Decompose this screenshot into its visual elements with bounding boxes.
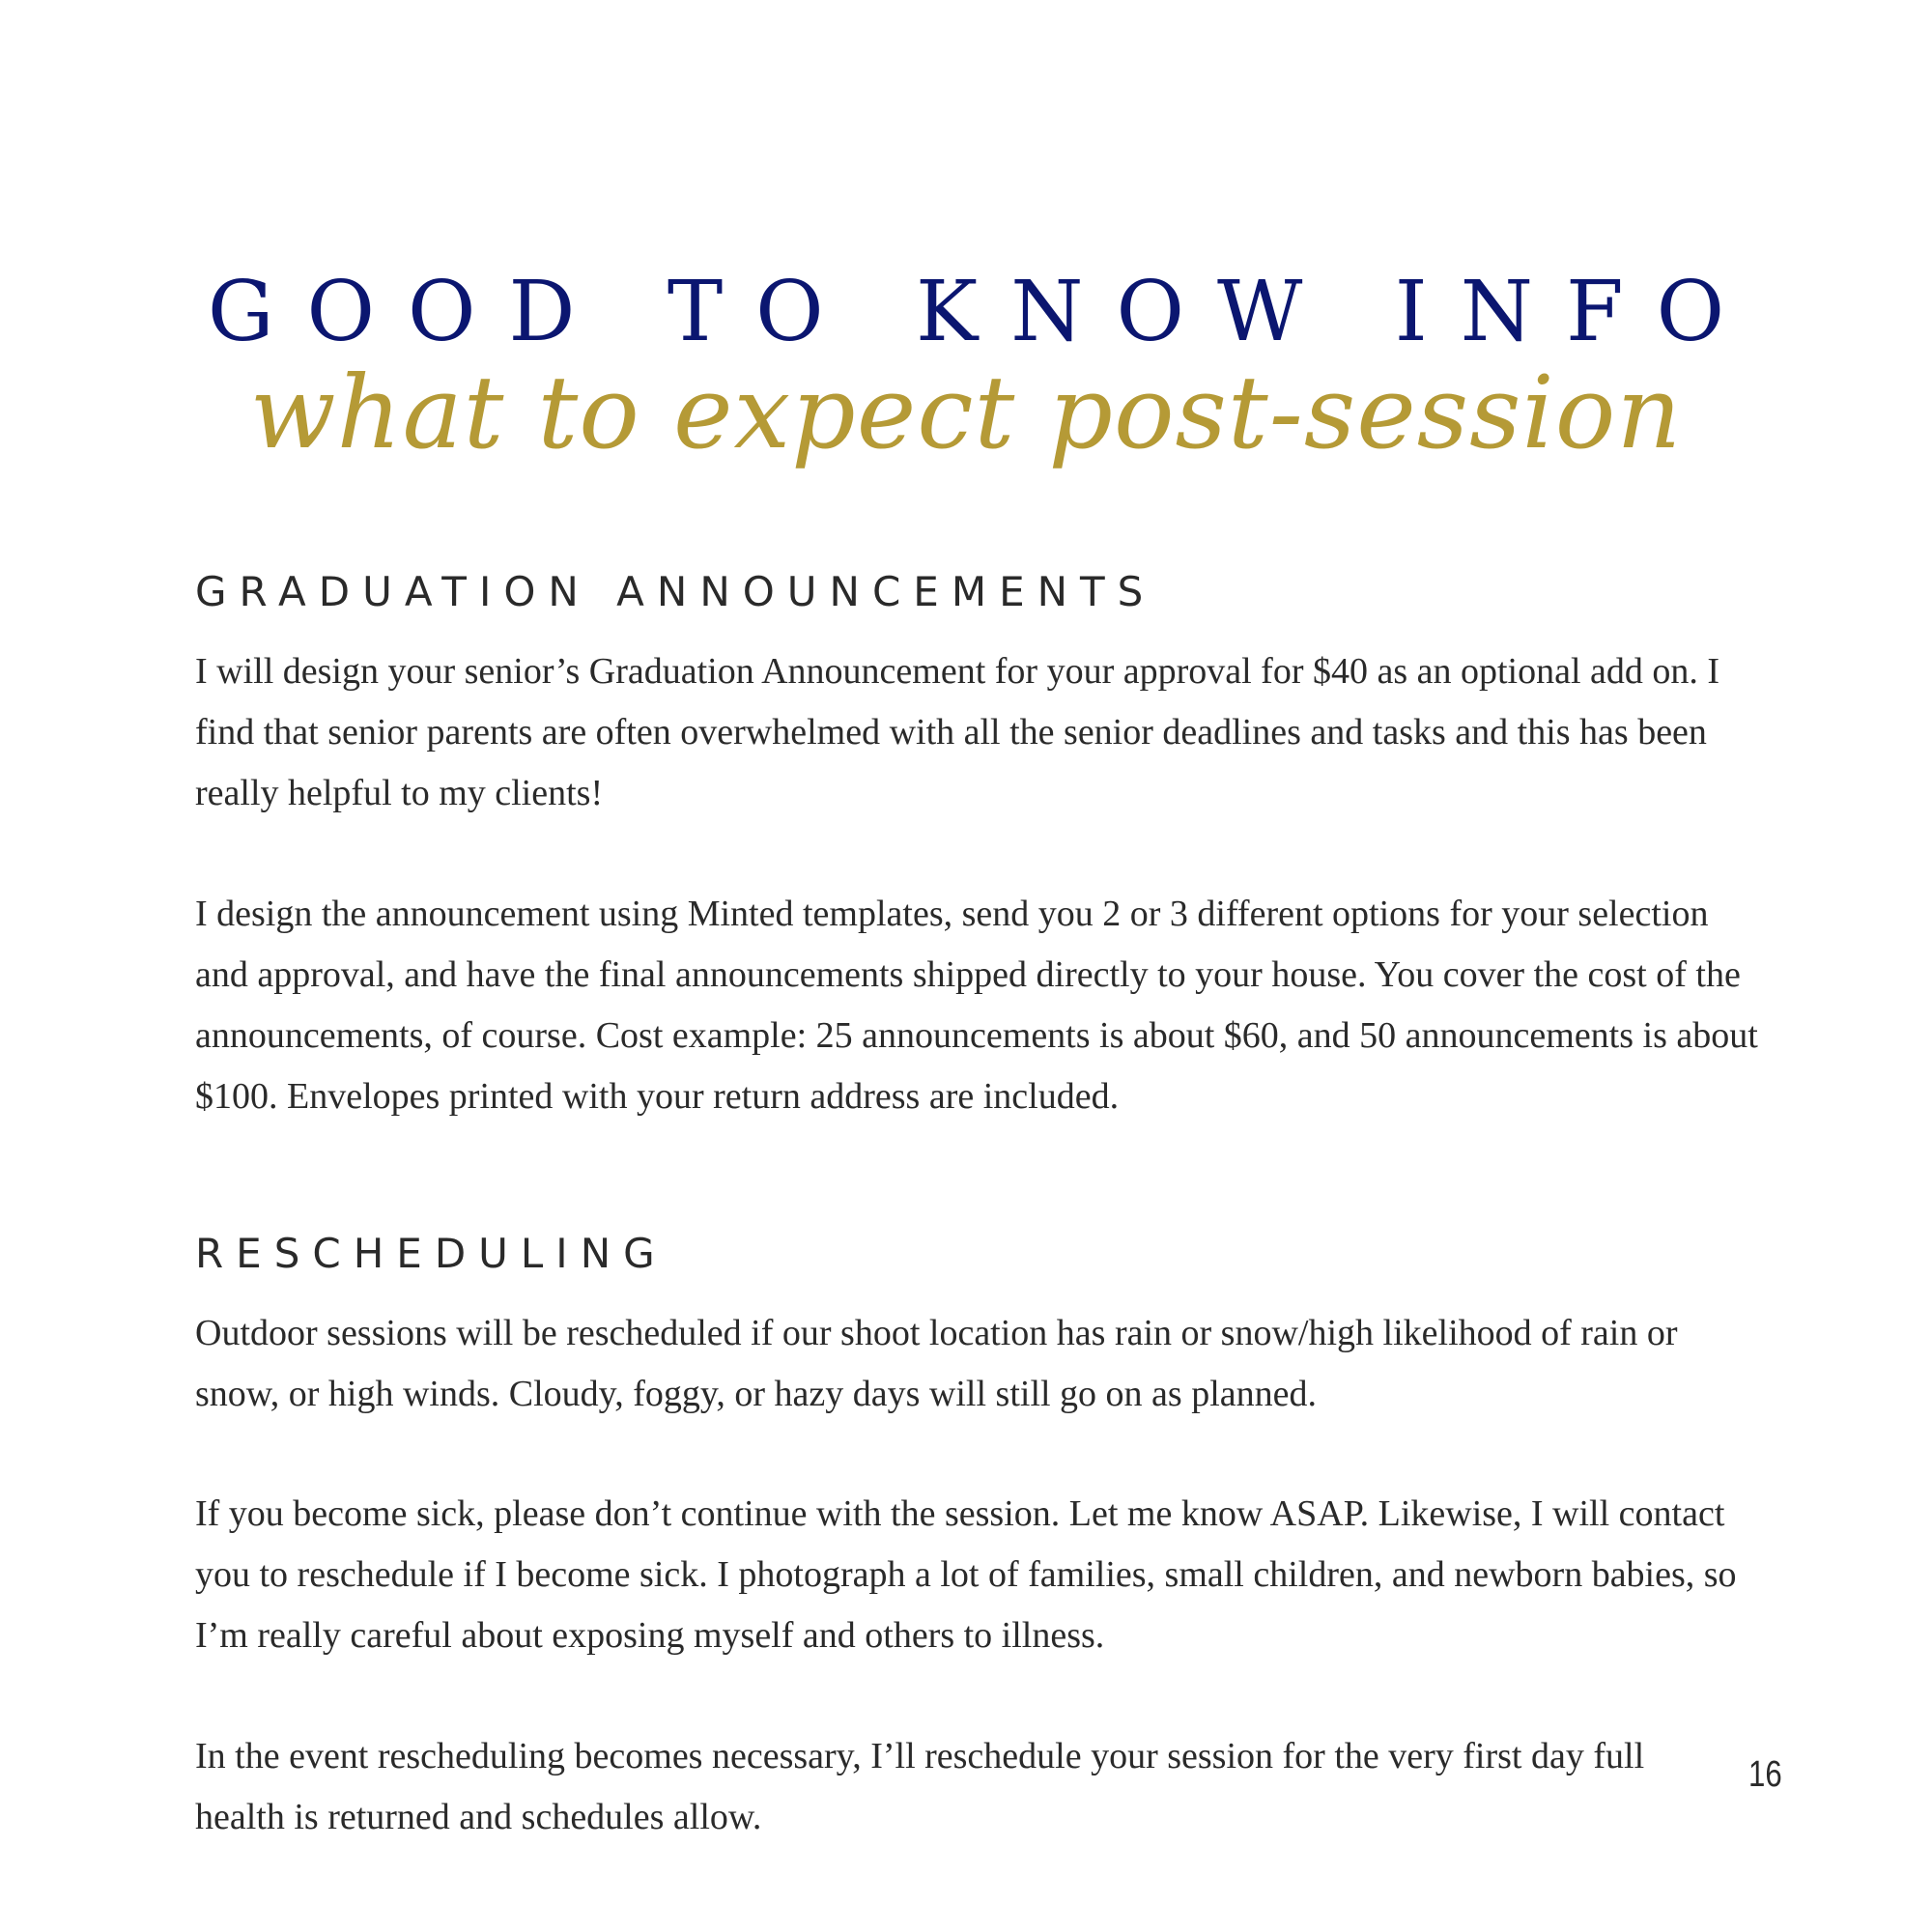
- section-heading-graduation-announcements: GRADUATION ANNOUNCEMENTS: [195, 568, 1156, 615]
- page-number: 16: [1748, 1754, 1782, 1795]
- paragraph-illness-policy: If you become sick, please don’t continue with the session. Let me know ASAP. Likewise, I will contact you to reschedule if I become sick. I photograph a lot of families, small children, and newborn babies, so I’m really careful about exposing myself and others to illness.: [195, 1493, 1737, 1656]
- section-heading-rescheduling: RESCHEDULING: [195, 1230, 668, 1277]
- page-subtitle: what to expect post-session: [249, 354, 1683, 471]
- paragraph-announcement-process: I design the announcement using Minted templates, send you 2 or 3 different options for your selection and approval, and have the final announcements shipped directly to your house. You cover the cost of the announcements, of course. Cost example: 25 announcements is about $60, and 50 announcements is about $100. Envelopes printed with your return address are included.: [195, 894, 1758, 1117]
- paragraph-reschedule-timing: In the event rescheduling becomes necessary, I’ll reschedule your session for the very first day full health is returned and schedules allow.: [195, 1736, 1645, 1837]
- paragraph-announcement-pricing: I will design your senior’s Graduation Announcement for your approval for $40 as an optional add on. I find that senior parents are often overwhelmed with all the senior deadlines and tasks and this has been really helpful to my clients!: [195, 651, 1720, 813]
- paragraph-weather-policy: Outdoor sessions will be rescheduled if our shoot location has rain or snow/high likelihood of rain or snow, or high winds. Cloudy, foggy, or hazy days will still go on as planned.: [195, 1313, 1678, 1414]
- page-title: GOOD TO KNOW INFO: [207, 264, 1758, 360]
